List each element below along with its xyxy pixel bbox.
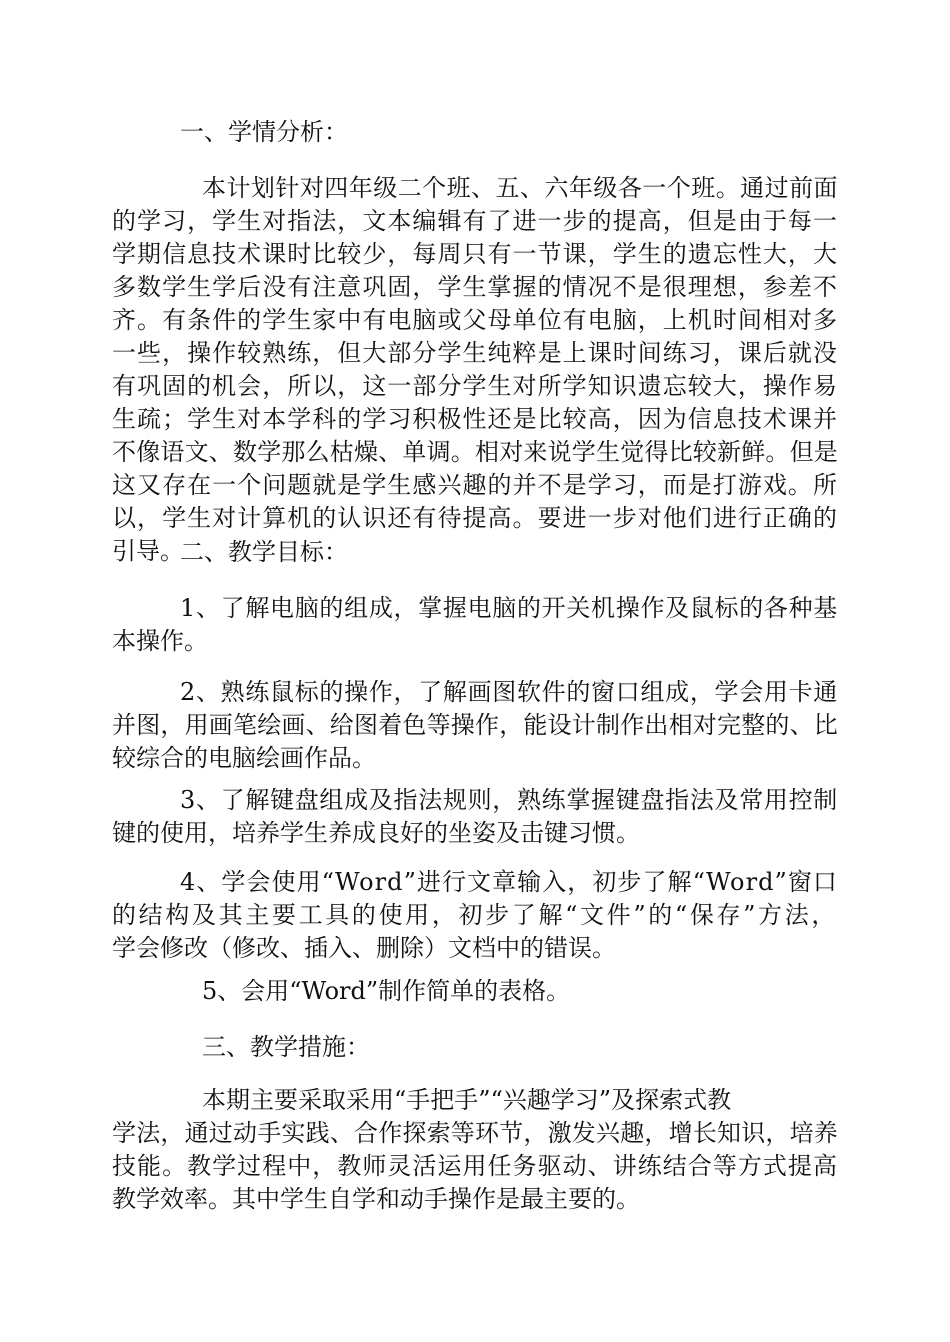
paragraph-line: 引导。 — [112, 537, 184, 565]
measures-paragraph — [112, 1084, 838, 1216]
goal-item-5 — [112, 975, 838, 1008]
goal-line: 学会修改（修改、插入、删除）文档中的错误。 — [112, 934, 616, 962]
paragraph-line: 的学习，学生对指法，文本编辑有了进一步的提高，但是由于每一 — [112, 207, 838, 235]
paragraph-line: 齐。有条件的学生家中有电脑或父母单位有电脑，上机时间相对多 — [112, 306, 838, 334]
paragraph-line: 有巩固的机会，所以，这一部分学生对所学知识遗忘较大，操作易 — [112, 372, 838, 400]
paragraph-line: 一些，操作较熟练，但大部分学生纯粹是上课时间练习，课后就没 — [112, 339, 838, 367]
section-heading-analysis — [112, 116, 838, 149]
goal-line: 2、熟练鼠标的操作，了解画图软件的窗口组成，学会用卡通 — [180, 678, 838, 706]
goal-line: 3、了解键盘组成及指法规则，熟练掌握键盘指法及常用控制 — [180, 786, 838, 814]
heading-text: 一、学情分析： — [180, 118, 348, 146]
goal-line: 键的使用，培养学生养成良好的坐姿及击键习惯。 — [112, 819, 640, 847]
goal-line: 本操作。 — [112, 627, 208, 655]
goal-line: 5、会用“Word”制作简单的表格。 — [202, 977, 571, 1005]
paragraph-line: 多数学生学后没有注意巩固，学生掌握的情况不是很理想，参差不 — [112, 273, 838, 301]
goal-line: 的结构及其主要工具的使用，初步了解“文件”的“保存”方法， — [112, 901, 838, 929]
goal-item-2 — [112, 676, 838, 775]
goal-line: 较综合的电脑绘画作品。 — [112, 744, 376, 772]
heading-text: 二、教学目标： — [180, 538, 348, 566]
paragraph-line: 学法，通过动手实践、合作探索等环节，激发兴趣，增长知识，培养 — [112, 1119, 838, 1147]
paragraph-line: 本期主要采取采用“手把手”“兴趣学习”及探索式教 — [202, 1086, 732, 1114]
paragraph-line: 以，学生对计算机的认识还有待提高。要进一步对他们进行正确的 — [112, 504, 838, 532]
paragraph-line: 本计划针对四年级二个班、五、六年级各一个班。通过前面 — [202, 174, 838, 202]
goal-item-1 — [112, 592, 838, 658]
paragraph-line: 不像语文、数学那么枯燥、单调。相对来说学生觉得比较新鲜。但是 — [112, 438, 838, 466]
paragraph-line: 这又存在一个问题就是学生感兴趣的并不是学习，而是打游戏。所 — [112, 471, 838, 499]
heading-text: 三、教学措施： — [202, 1033, 370, 1061]
document-page — [112, 0, 838, 1342]
goal-item-3 — [112, 784, 838, 850]
goal-item-4 — [112, 866, 838, 965]
goal-line: 并图，用画笔绘画、给图着色等操作，能设计制作出相对完整的、比 — [112, 711, 838, 739]
section-heading-goals — [112, 536, 838, 569]
section-heading-measures — [112, 1031, 838, 1064]
analysis-paragraph — [112, 172, 838, 568]
paragraph-line: 教学效率。其中学生自学和动手操作是最主要的。 — [112, 1185, 640, 1213]
goal-line: 4、学会使用“Word”进行文章输入，初步了解“Word”窗口 — [180, 868, 838, 896]
paragraph-line: 生疏；学生对本学科的学习积极性还是比较高，因为信息技术课并 — [112, 405, 838, 433]
paragraph-line: 学期信息技术课时比较少，每周只有一节课，学生的遗忘性大，大 — [112, 240, 838, 268]
paragraph-line: 技能。教学过程中，教师灵活运用任务驱动、讲练结合等方式提高 — [112, 1152, 838, 1180]
goal-line: 1、了解电脑的组成，掌握电脑的开关机操作及鼠标的各种基 — [180, 594, 838, 622]
